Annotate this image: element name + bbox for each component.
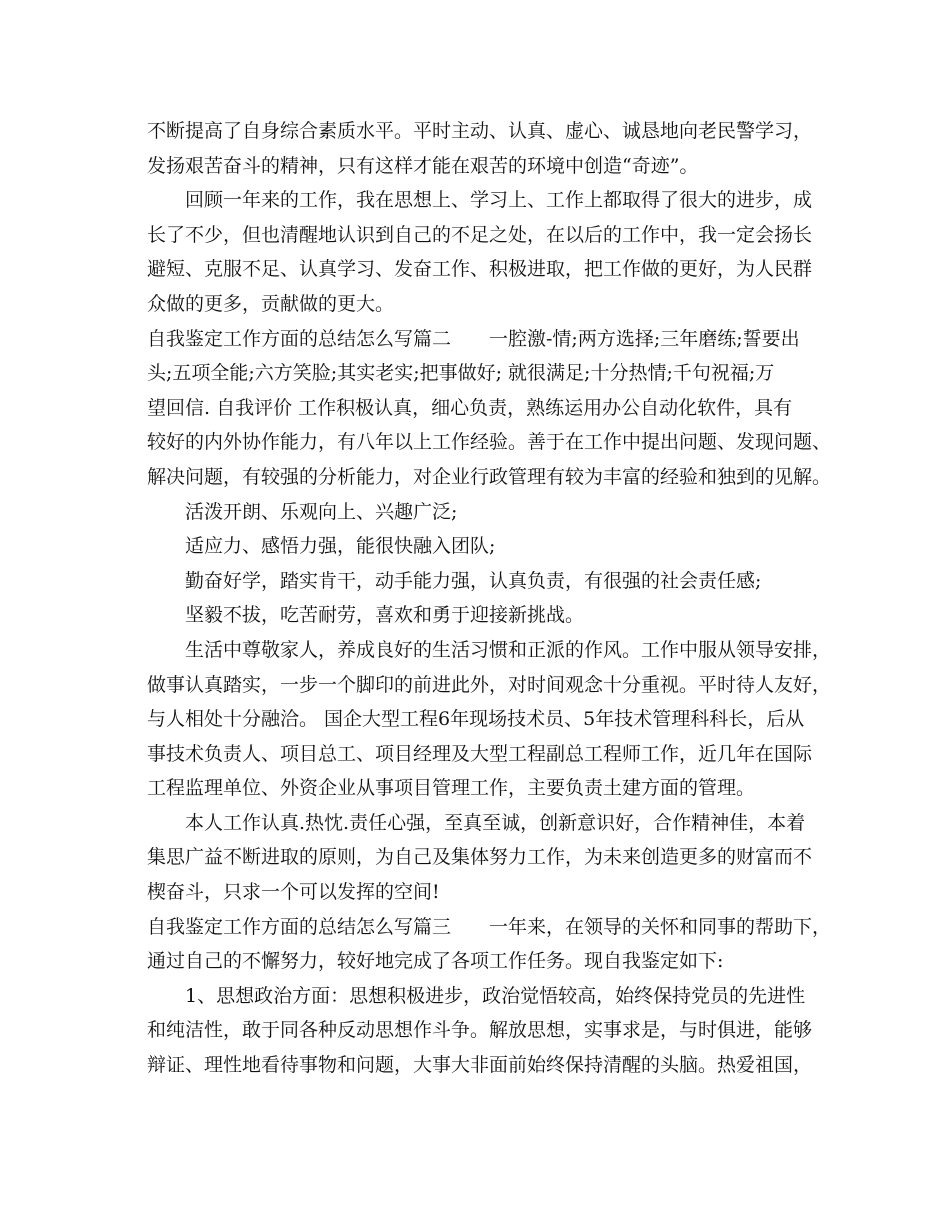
text-line: 集思广益不断进取的原则，为自己及集体努力工作，为未来创造更多的财富而不 [147, 846, 813, 869]
text-line: 望回信. 自我评价 工作积极认真，细心负责，熟练运用办公自动化软件，具有 [147, 396, 793, 419]
text-line: 较好的内外协作能力，有八年以上工作经验。善于在工作中提出问题、发现问题、 [147, 431, 832, 454]
document-body [147, 114, 832, 1083]
text-line: 头;五项全能;六方笑脸;其实老实;把事做好; 就很满足;十分热情;千句祝福;万 [147, 362, 775, 385]
text-line: 辩证、理性地看待事物和问题，大事大非面前始终保持清醒的头脑。热爱祖国， [147, 1054, 813, 1077]
text-line: 1、思想政治方面：思想积极进步，政治觉悟较高，始终保持党员的先进性 [185, 984, 806, 1007]
text-line: 勤奋好学，踏实肯干，动手能力强，认真负责，有很强的社会责任感; [185, 569, 762, 592]
text-line: 坚毅不拔，吃苦耐劳，喜欢和勇于迎接新挑战。 [185, 604, 585, 627]
text-line: 活泼开朗、乐观向上、兴趣广泛; [185, 500, 458, 523]
text-line: 生活中尊敬家人，养成良好的生活习惯和正派的作风。工作中服从领导安排， [185, 638, 832, 661]
text-line: 和纯洁性，敢于同各种反动思想作斗争。解放思想，实事求是，与时俱进，能够 [147, 1019, 813, 1042]
text-line: 事技术负责人、项目总工、项目经理及大型工程副总工程师工作，近几年在国际 [147, 742, 813, 765]
text-line: 发扬艰苦奋斗的精神，只有这样才能在艰苦的环境中创造“奇迹”。 [147, 154, 699, 177]
text-line: 与人相处十分融洽。 国企大型工程6年现场技术员、5年技术管理科科长，后从 [147, 708, 805, 731]
text-line: 众做的更多，贡献做的更大。 [147, 292, 395, 315]
text-line: 解决问题，有较强的分析能力，对企业行政管理有较为丰富的经验和独到的见解。 [147, 465, 832, 488]
text-line: 工程监理单位、外资企业从事项目管理工作，主要负责土建方面的管理。 [147, 777, 756, 800]
text-line: 不断提高了自身综合素质水平。平时主动、认真、虚心、诚恳地向老民警学习， [147, 120, 813, 142]
text-line: 回顾一年来的工作，我在思想上、学习上、工作上都取得了很大的进步，成 [185, 189, 813, 212]
text-line: 长了不少，但也清醒地认识到自己的不足之处，在以后的工作中，我一定会扬长 [147, 223, 813, 246]
text-line: 自我鉴定工作方面的总结怎么写篇三 一年来，在领导的关怀和同事的帮助下， [147, 915, 832, 938]
text-line: 自我鉴定工作方面的总结怎么写篇二 一腔激-情;两方选择;三年磨练;誓要出 [147, 327, 800, 350]
text-line: 做事认真踏实，一步一个脚印的前进此外，对时间观念十分重视。平时待人友好， [147, 673, 832, 696]
text-line: 本人工作认真.热忱.责任心强，至真至诚，创新意识好，合作精神佳，本着 [185, 811, 806, 834]
text-line: 适应力、感悟力强，能很快融入团队; [185, 535, 496, 558]
text-line: 避短、克服不足、认真学习、发奋工作、积极进取，把工作做的更好，为人民群 [147, 258, 813, 281]
text-line: 楔奋斗，只求一个可以发挥的空间! [147, 881, 440, 904]
text-line: 通过自己的不懈努力，较好地完成了各项工作任务。现自我鉴定如下: [147, 950, 724, 973]
